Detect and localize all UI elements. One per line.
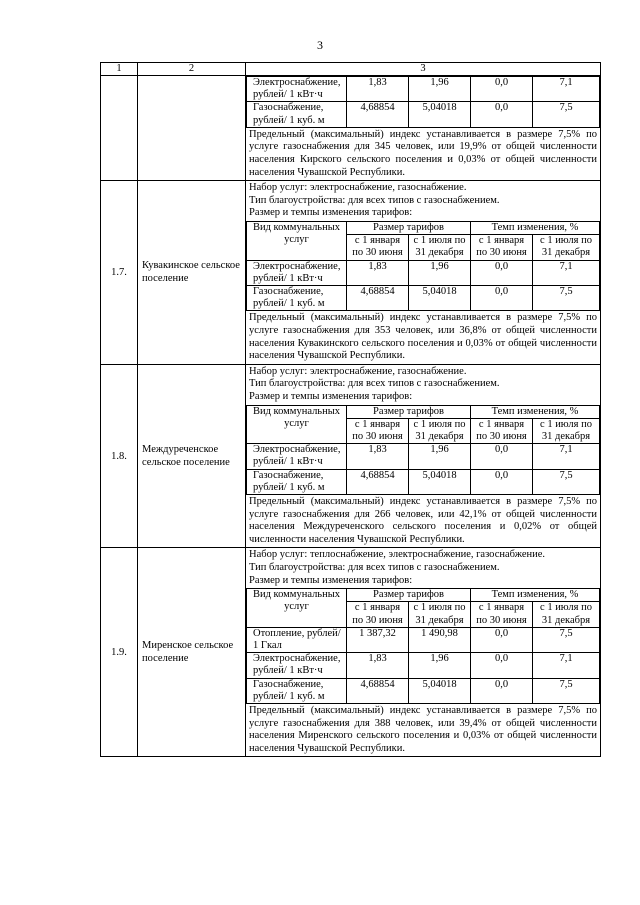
rates-header-row: [247, 405, 600, 418]
rate-second-half: 7,1: [533, 653, 600, 678]
settlement-row: [101, 364, 601, 548]
rates-row: [247, 285, 600, 310]
service-header: Вид коммунальных услуг: [247, 405, 347, 444]
rate-first-half: 0,0: [471, 260, 533, 285]
section-number: 1.7.: [101, 181, 138, 365]
rate-first-half: 0,0: [471, 627, 533, 652]
continuation-rates-table: [246, 76, 600, 128]
services-set: Набор услуг: теплоснабжение, электроснабжение, газоснабжение.: [249, 549, 546, 561]
rate-second-half: 7,1: [533, 260, 600, 285]
rates-title: Размер и темпы изменения тарифов:: [249, 574, 413, 586]
period-header: с 1 января по 30 июня: [471, 235, 533, 260]
service-name: Газоснабжение, рублей/ 1 куб. м: [247, 469, 347, 494]
tariff-first-half: 1,83: [347, 444, 409, 469]
service-name: Электроснабжение, рублей/ 1 кВт·ч: [247, 444, 347, 469]
services-set: Набор услуг: электроснабжение, газоснабжение.: [249, 365, 467, 377]
tariff-size-header: Размер тарифов: [347, 589, 471, 602]
service-name: Газоснабжение, рублей/ 1 куб. м: [247, 285, 347, 310]
tariff-second-half: 1,96: [409, 260, 471, 285]
tariff-second-half: 5,04018: [409, 678, 471, 703]
tariff-first-half: 4,68854: [347, 102, 409, 127]
rate-second-half: 7,1: [533, 77, 600, 102]
settlement-row: [101, 548, 601, 757]
limit-index-note: Предельный (максимальный) индекс устанавливается в размере 7,5% по услуге газоснабжения для 266 человек, или 42,1% от общей численности населения Междуреченского сельского поселения и 0,02% от общей численности населения Чувашской Республики.: [249, 495, 597, 545]
service-header: Вид коммунальных услуг: [247, 221, 347, 260]
service-name: Отопление, рублей/ 1 Гкал: [247, 627, 347, 652]
limit-index-note: Предельный (максимальный) индекс устанавливается в размере 7,5% по услуге газоснабжения для 345 человек, или 19,9% от общей численности населения Кирского сельского поселения и 0,03% от общей численности населения Чувашской Республики.: [249, 128, 597, 178]
settlement-sections: [101, 181, 601, 757]
rates-row: [247, 260, 600, 285]
tariff-second-half: 1 490,98: [409, 627, 471, 652]
tariff-first-half: 1,83: [347, 260, 409, 285]
rates-table: [246, 221, 600, 311]
tariff-table: [100, 62, 601, 757]
period-header: с 1 января по 30 июня: [347, 235, 409, 260]
service-name: Электроснабжение, рублей/ 1 кВт·ч: [247, 260, 347, 285]
tariff-rate-header: Темп изменения, %: [471, 589, 600, 602]
tariff-rate-header: Темп изменения, %: [471, 405, 600, 418]
rates-row: [247, 627, 600, 652]
limit-index-note: Предельный (максимальный) индекс устанавливается в размере 7,5% по услуге газоснабжения для 388 человек, или 39,4% от общей численности населения Миренского сельского поселения и 0,03% от общей численности населения Чувашской Республики.: [249, 704, 597, 754]
period-header: с 1 января по 30 июня: [347, 418, 409, 443]
settlement-intro: [246, 181, 600, 221]
service-name: Газоснабжение, рублей/ 1 куб. м: [247, 678, 347, 703]
tariff-first-half: 4,68854: [347, 285, 409, 310]
tariff-first-half: 1 387,32: [347, 627, 409, 652]
rate-second-half: 7,5: [533, 469, 600, 494]
rates-table: [246, 588, 600, 704]
period-header: с 1 января по 30 июня: [347, 602, 409, 627]
section-number: 1.8.: [101, 364, 138, 548]
tariff-second-half: 5,04018: [409, 102, 471, 127]
tariff-second-half: 5,04018: [409, 469, 471, 494]
rate-second-half: 7,5: [533, 678, 600, 703]
settlement-details: [246, 364, 601, 548]
rate-first-half: 0,0: [471, 102, 533, 127]
settlement-details: [246, 548, 601, 757]
rate-second-half: 7,5: [533, 627, 600, 652]
tariff-first-half: 1,83: [347, 77, 409, 102]
rates-row: [247, 469, 600, 494]
rates-row: [247, 77, 600, 102]
improvement-type: Тип благоустройства: для всех типов с газоснабжением.: [249, 378, 500, 390]
settlement-row: [101, 181, 601, 365]
tariff-size-header: Размер тарифов: [347, 405, 471, 418]
tariff-second-half: 1,96: [409, 444, 471, 469]
rates-row: [247, 444, 600, 469]
settlement-name: Миренское сельское поселение: [138, 548, 246, 757]
tariff-second-half: 5,04018: [409, 285, 471, 310]
period-header: с 1 января по 30 июня: [471, 602, 533, 627]
tariff-second-half: 1,96: [409, 77, 471, 102]
rate-second-half: 7,1: [533, 444, 600, 469]
continuation-row: [101, 76, 601, 181]
column-number: 2: [138, 63, 246, 76]
rates-row: [247, 653, 600, 678]
period-header: с 1 июля по 31 декабря: [533, 235, 600, 260]
tariff-second-half: 1,96: [409, 653, 471, 678]
column-number: 1: [101, 63, 138, 76]
service-name: Электроснабжение, рублей/ 1 кВт·ч: [247, 653, 347, 678]
rates-title: Размер и темпы изменения тарифов:: [249, 207, 413, 219]
period-header: с 1 июля по 31 декабря: [409, 235, 471, 260]
rate-first-half: 0,0: [471, 469, 533, 494]
tariff-first-half: 4,68854: [347, 678, 409, 703]
period-header: с 1 июля по 31 декабря: [409, 418, 471, 443]
rate-second-half: 7,5: [533, 285, 600, 310]
period-header: с 1 июля по 31 декабря: [409, 602, 471, 627]
rates-row: [247, 102, 600, 127]
settlement-intro: [246, 548, 600, 588]
section-number: 1.9.: [101, 548, 138, 757]
services-set: Набор услуг: электроснабжение, газоснабжение.: [249, 182, 467, 194]
tariff-first-half: 4,68854: [347, 469, 409, 494]
settlement-details: [246, 181, 601, 365]
service-header: Вид коммунальных услуг: [247, 589, 347, 628]
improvement-type: Тип благоустройства: для всех типов с газоснабжением.: [249, 194, 500, 206]
rate-first-half: 0,0: [471, 653, 533, 678]
rate-first-half: 0,0: [471, 285, 533, 310]
rates-table: [246, 405, 600, 495]
rate-first-half: 0,0: [471, 678, 533, 703]
tariff-first-half: 1,83: [347, 653, 409, 678]
rate-first-half: 0,0: [471, 77, 533, 102]
rate-second-half: 7,5: [533, 102, 600, 127]
settlement-intro: [246, 365, 600, 405]
tariff-size-header: Размер тарифов: [347, 221, 471, 234]
column-number-row: [101, 63, 601, 76]
settlement-name: Кувакинское сельское поселение: [138, 181, 246, 365]
improvement-type: Тип благоустройства: для всех типов с газоснабжением.: [249, 561, 500, 573]
rates-row: [247, 678, 600, 703]
page-number: 3: [317, 38, 323, 52]
rates-header-row: [247, 221, 600, 234]
column-number: 3: [246, 63, 601, 76]
tariff-rate-header: Темп изменения, %: [471, 221, 600, 234]
service-name: Электроснабжение, рублей/ 1 кВт·ч: [247, 77, 347, 102]
rates-header-row: [247, 589, 600, 602]
rates-title: Размер и темпы изменения тарифов:: [249, 390, 413, 402]
settlement-name: Междуреченское сельское поселение: [138, 364, 246, 548]
limit-index-note: Предельный (максимальный) индекс устанавливается в размере 7,5% по услуге газоснабжения для 353 человек, или 36,8% от общей численности населения Кувакинского сельского поселения и 0,03% от общей численности населения Чувашской Республики.: [249, 312, 597, 362]
period-header: с 1 июля по 31 декабря: [533, 602, 600, 627]
period-header: с 1 июля по 31 декабря: [533, 418, 600, 443]
period-header: с 1 января по 30 июня: [471, 418, 533, 443]
service-name: Газоснабжение, рублей/ 1 куб. м: [247, 102, 347, 127]
rate-first-half: 0,0: [471, 444, 533, 469]
